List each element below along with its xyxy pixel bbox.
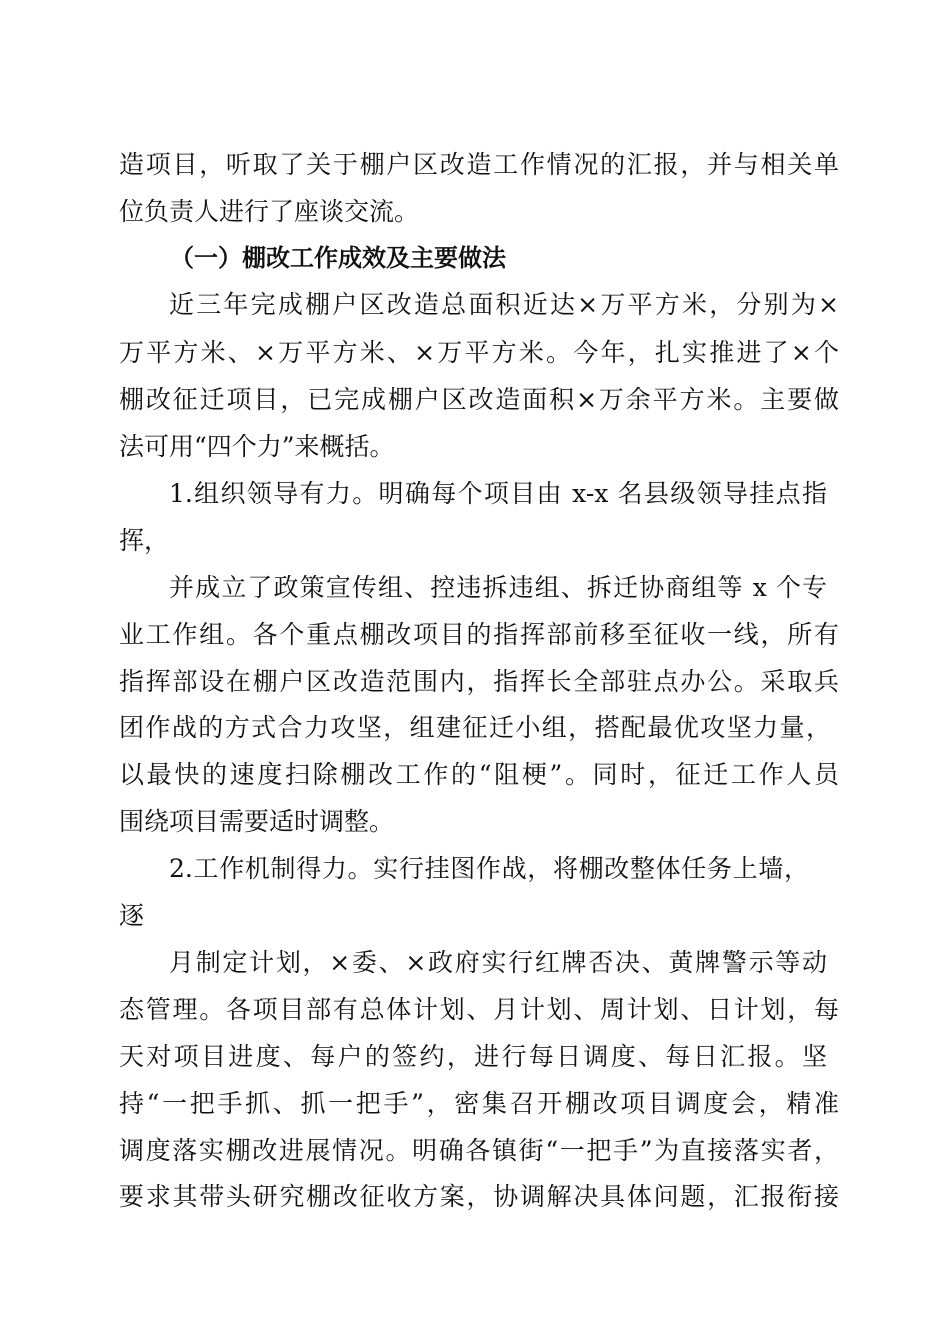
- list-item-line: 逐: [119, 901, 145, 930]
- list-item-line: 2.工作机制得力。实行挂图作战，将棚改整体任务上墙，: [169, 854, 809, 883]
- list-item-line: 态管理。各项目部有总体计划、月计划、周计划、日计划，每: [119, 995, 839, 1024]
- list-item-line: 挥，: [119, 526, 170, 555]
- list-item-line: 并成立了政策宣传组、控违拆违组、拆迁协商组等 x 个专: [169, 573, 827, 602]
- list-item-line: 天对项目进度、每户的签约，进行每日调度、每日汇报。坚: [119, 1042, 827, 1071]
- list-item-line: 以最快的速度扫除棚改工作的“阻梗”。同时，征迁工作人员: [119, 760, 839, 789]
- list-item-line: 持“一把手抓、抓一把手”，密集召开棚改项目调度会，精准: [119, 1089, 839, 1118]
- list-item-line: 调度落实棚改进展情况。明确各镇街“一把手”为直接落实者，: [119, 1136, 839, 1165]
- list-item-line: 月制定计划，×委、×政府实行红牌否决、黄牌警示等动: [169, 948, 827, 977]
- list-item-line: 围绕项目需要适时调整。: [119, 807, 395, 836]
- paragraph-line: 棚改征迁项目，已完成棚户区改造面积×万余平方米。主要做: [119, 385, 839, 414]
- intro-line: 位负责人进行了座谈交流。: [119, 197, 420, 226]
- list-item-line: 1.组织领导有力。明确每个项目由 x-x 名县级领导挂点指: [169, 479, 827, 508]
- list-item-line: 要求其带头研究棚改征收方案，协调解决具体问题，汇报衔接: [119, 1182, 839, 1211]
- paragraph-line: 万平方米、×万平方米、×万平方米。今年，扎实推进了×个: [119, 338, 839, 367]
- paragraph-line: 法可用“四个力”来概括。: [119, 432, 395, 461]
- list-item-line: 指挥部设在棚户区改造范围内，指挥长全部驻点办公。采取兵: [119, 667, 839, 696]
- intro-line: 造项目，听取了关于棚户区改造工作情况的汇报，并与相关单: [119, 150, 839, 179]
- list-item-line: 业工作组。各个重点棚改项目的指挥部前移至征收一线，所有: [119, 620, 839, 649]
- list-item-line: 团作战的方式合力攻坚，组建征迁小组，搭配最优攻坚力量，: [119, 713, 831, 742]
- paragraph-line: 近三年完成棚户区改造总面积近达×万平方米，分别为×: [169, 290, 839, 319]
- section-heading: （一）棚改工作成效及主要做法: [170, 244, 506, 272]
